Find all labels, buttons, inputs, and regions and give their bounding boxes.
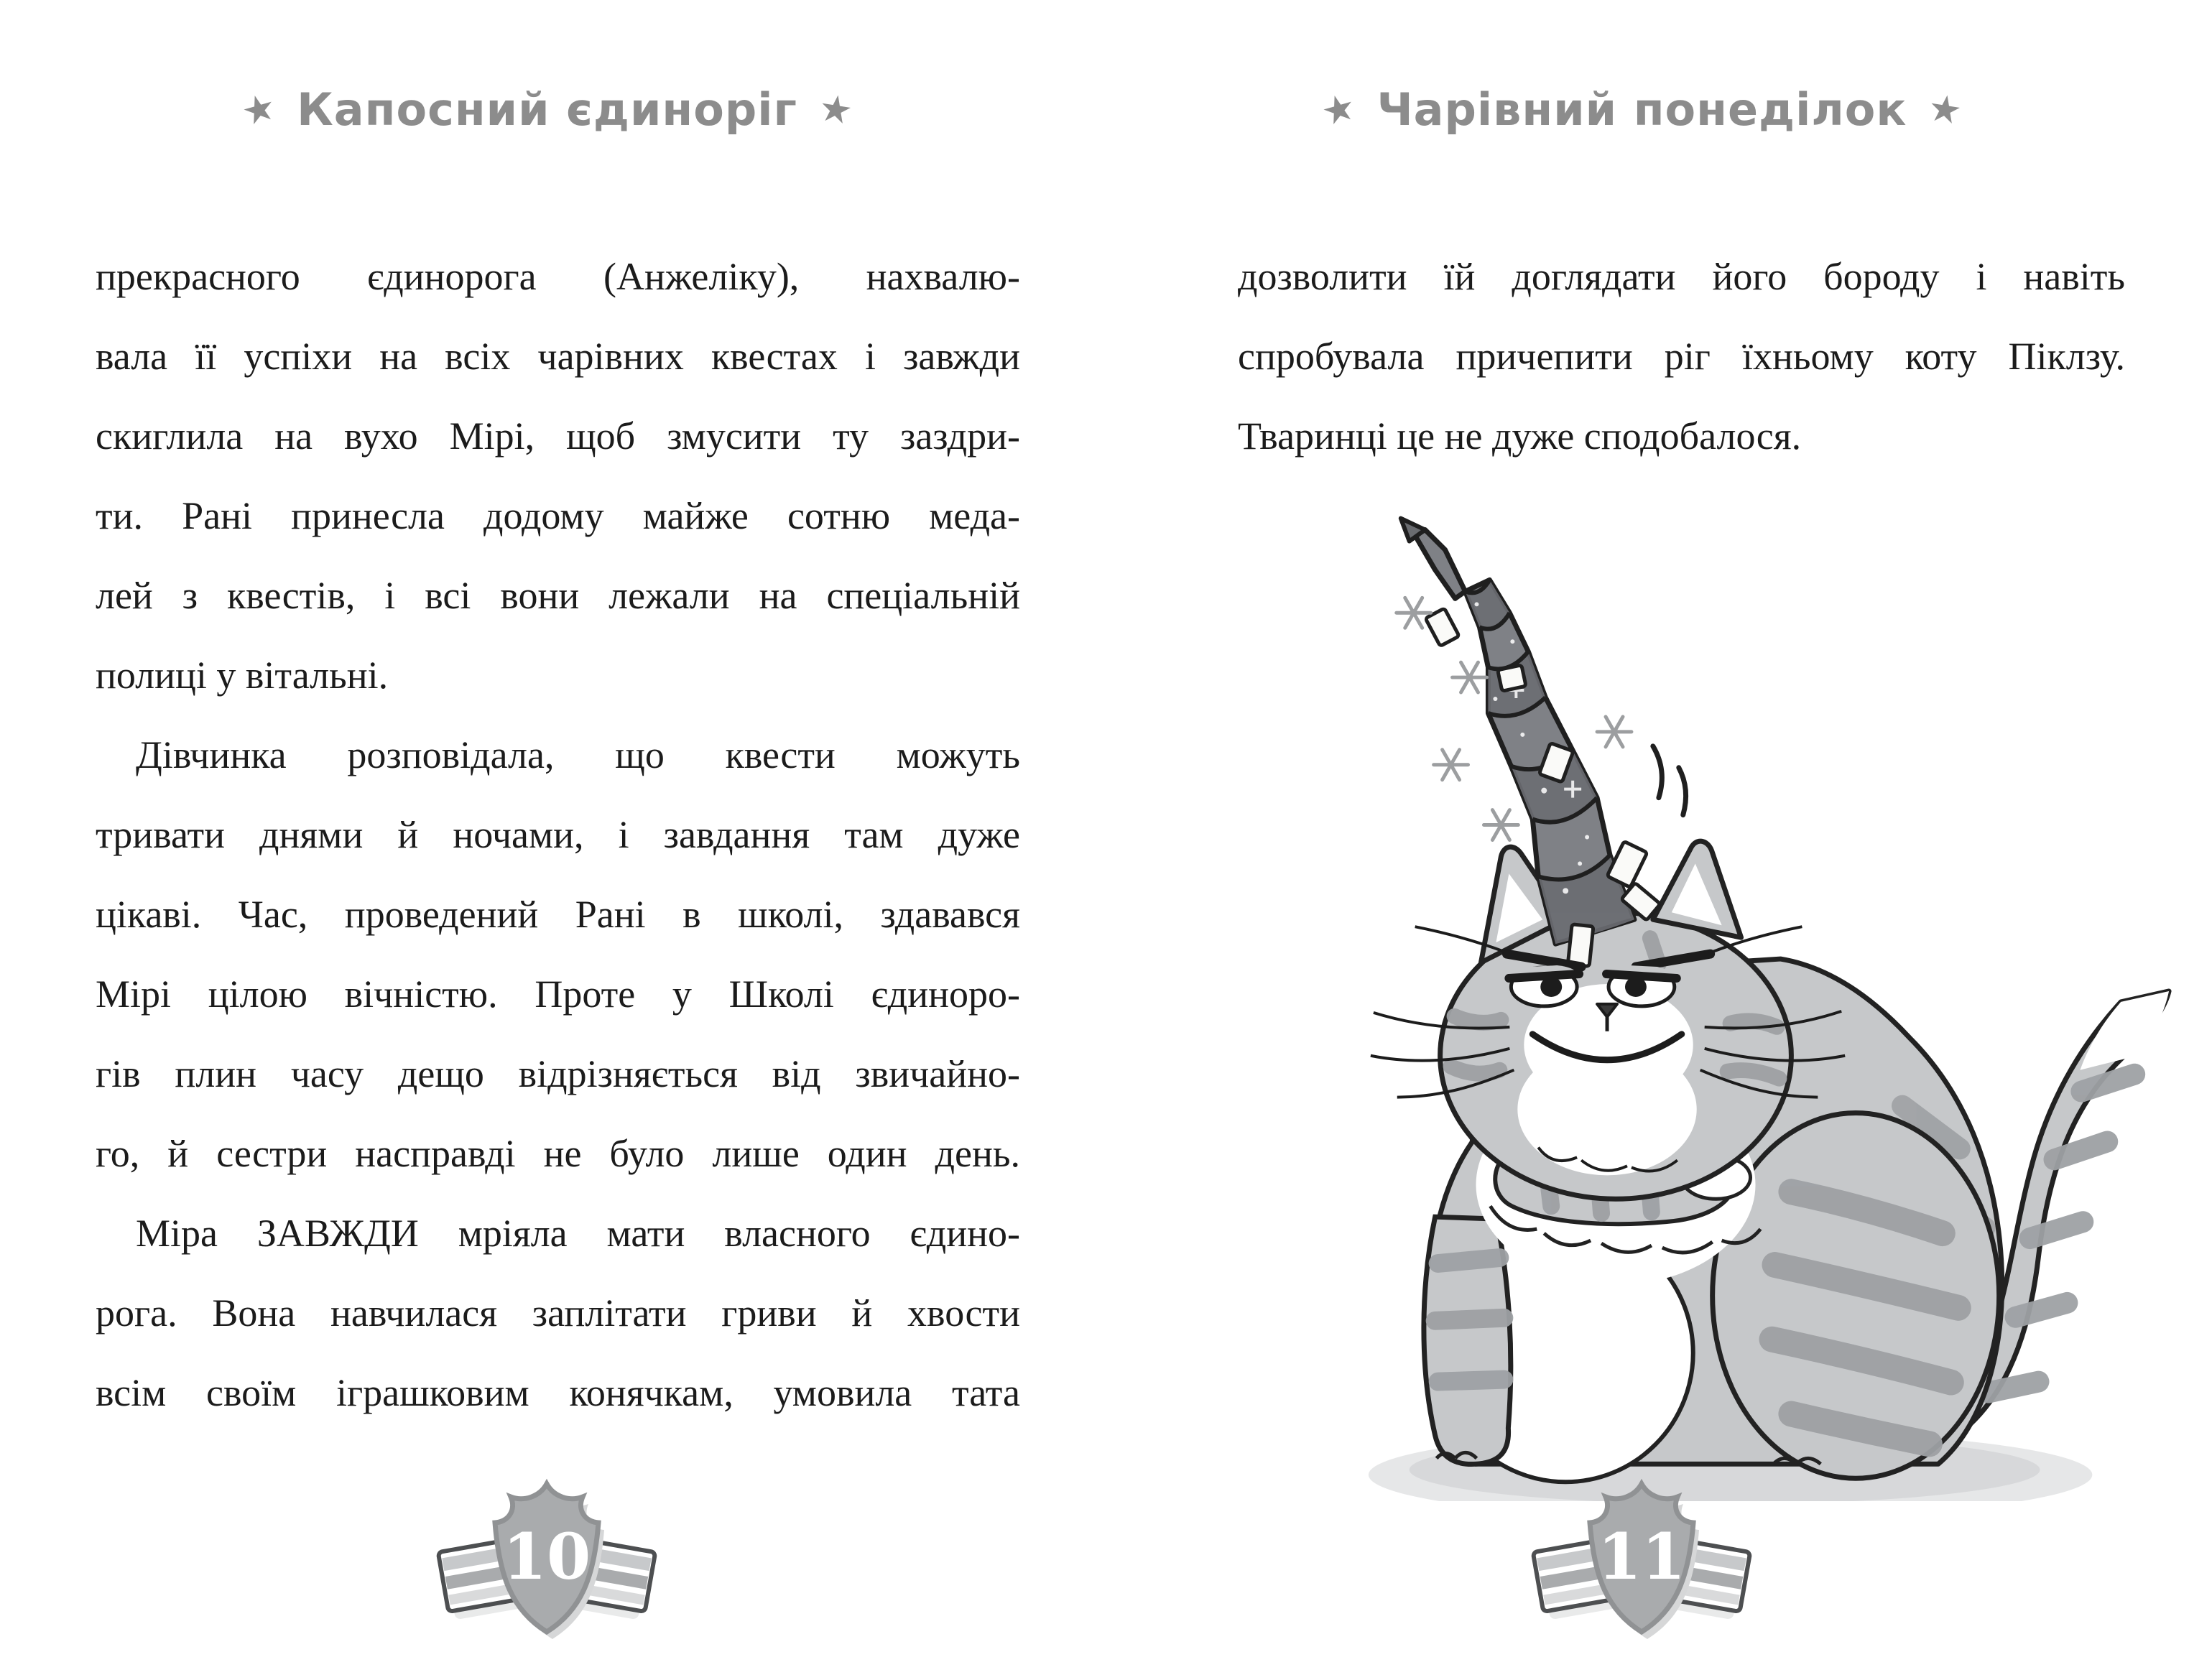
text-line: прекрасного єдинорога (Анжеліку), нахвалю- bbox=[96, 255, 1020, 298]
text-line: лей з квестів, і всі вони лежали на спеціальній bbox=[96, 574, 1020, 617]
text-line: рога. Вона навчилася заплітати гриви й хвости bbox=[96, 1291, 1020, 1335]
page-left bbox=[0, 0, 1094, 1680]
text-line: всім своїм іграшковим конячкам, умовила тата bbox=[96, 1371, 1020, 1414]
page-number: 11 bbox=[1597, 1519, 1686, 1594]
text-line: Тваринці це не дуже сподобалося. bbox=[1238, 414, 1802, 458]
text-line: скиглила на вухо Мірі, щоб змусити ту заздри- bbox=[96, 414, 1020, 458]
shield-ribbon-icon bbox=[432, 1470, 662, 1642]
right-page-number-badge bbox=[1527, 1470, 1757, 1642]
text-line: ти. Рані принесла додому майже сотню меда- bbox=[96, 494, 1020, 537]
cat-haunch bbox=[1713, 1113, 1999, 1479]
text-line: спробувала причепити ріг їхньому коту Піклзу. bbox=[1238, 335, 2125, 378]
page-number: 10 bbox=[502, 1519, 591, 1594]
text-line: цікаві. Час, проведений Рані в школі, здавався bbox=[96, 893, 1020, 936]
text-line: Міра ЗАВЖДИ мріяла мати власного єдино- bbox=[136, 1212, 1020, 1255]
star-icon: ★ bbox=[815, 85, 856, 134]
text-line: тривати днями й ночами, і завдання там дуже bbox=[96, 813, 1020, 856]
cat-left-arm bbox=[1424, 1217, 1511, 1464]
left-page-number-badge bbox=[432, 1470, 662, 1642]
page-right bbox=[1095, 0, 2189, 1680]
left-chapter-header bbox=[0, 83, 1094, 136]
text-line: дозволити їй доглядати його бороду і навіть bbox=[1238, 255, 2125, 298]
left-chapter-title: Капосний єдиноріг bbox=[297, 83, 797, 136]
beard bbox=[1517, 1044, 1696, 1176]
grumpy-cat-unicorn-illustration bbox=[1329, 460, 2189, 1501]
star-icon: ★ bbox=[1316, 84, 1361, 135]
text-line: го, й сестри насправді не було лише один день. bbox=[96, 1132, 1020, 1175]
star-icon: ★ bbox=[236, 84, 281, 135]
text-line: Мірі цілою вічністю. Проте у Школі єдиноро- bbox=[96, 973, 1020, 1016]
text-line: вала її успіхи на всіх чарівних квестах і завжди bbox=[96, 335, 1020, 378]
left-text-column bbox=[96, 237, 1020, 1433]
right-chapter-header bbox=[1095, 83, 2189, 136]
left-eye bbox=[1509, 965, 1579, 1006]
text-line: полиці у вітальні. bbox=[96, 654, 389, 697]
star-icon: ★ bbox=[1925, 85, 1966, 134]
right-eye bbox=[1606, 965, 1677, 1006]
shield-ribbon-icon bbox=[1527, 1470, 1757, 1642]
right-ear bbox=[1653, 841, 1741, 937]
motion-lines bbox=[1653, 746, 1686, 815]
right-chapter-title: Чарівний понеділок bbox=[1376, 83, 1907, 136]
text-line: гів плин часу дещо відрізняється від звичайно- bbox=[96, 1052, 1020, 1095]
text-line: Дівчинка розповідала, що квести можуть bbox=[136, 733, 1020, 776]
right-text-column bbox=[1238, 237, 2125, 476]
